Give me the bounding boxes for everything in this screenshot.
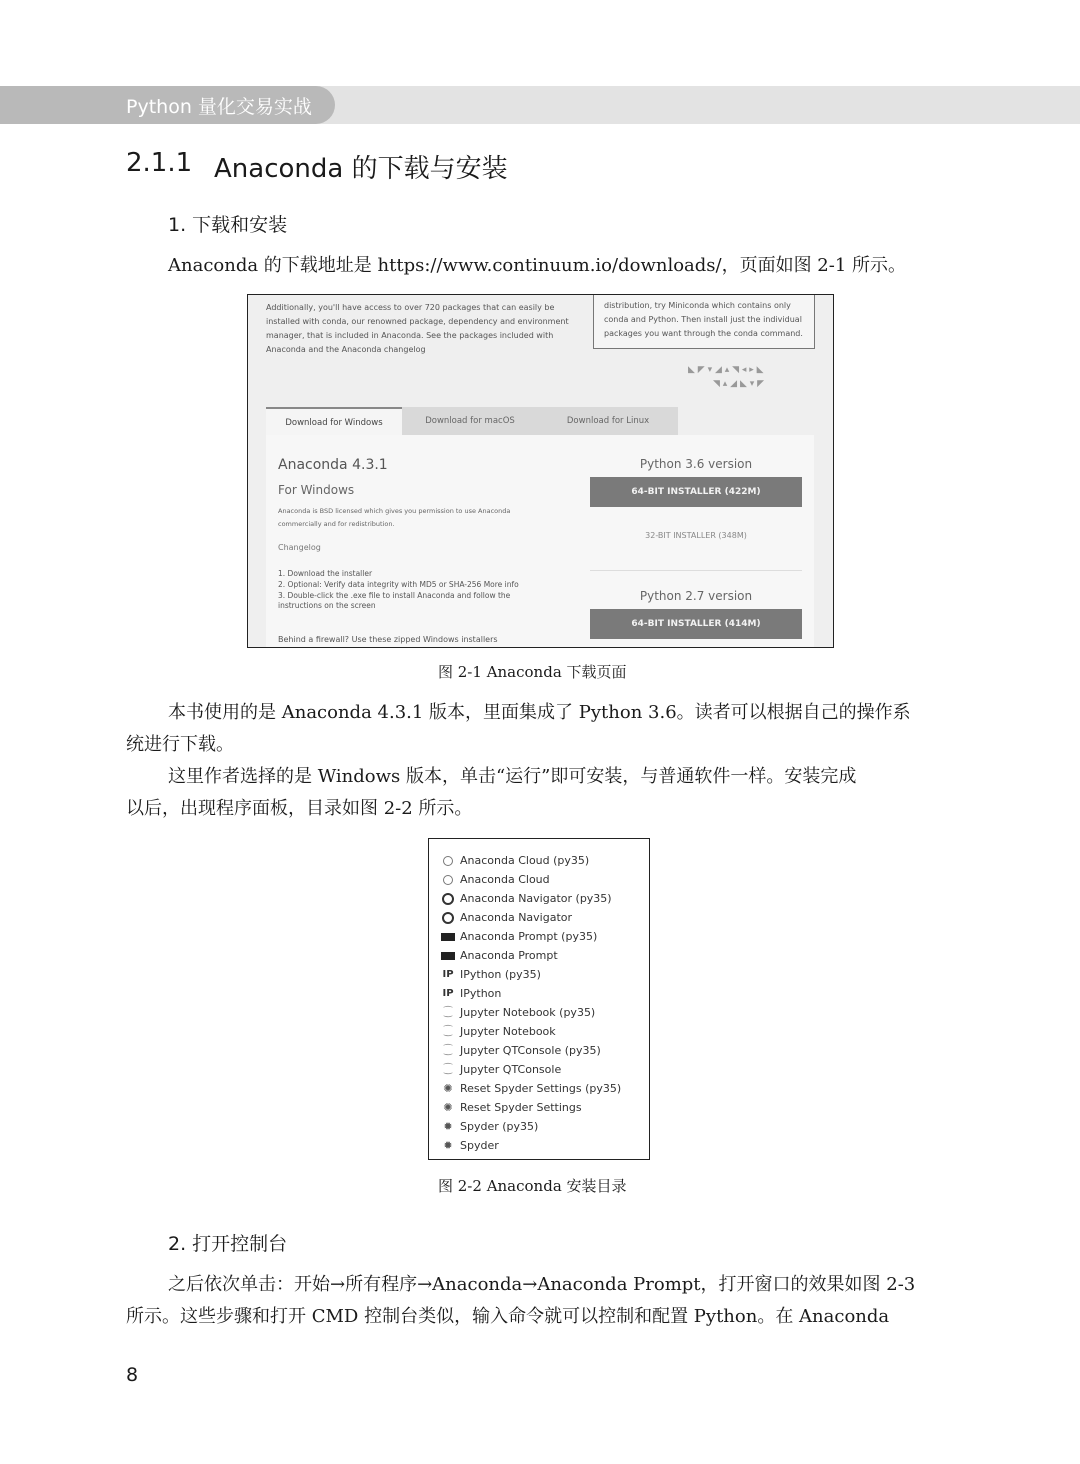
menu-item-label: IPython (py35): [460, 968, 541, 981]
figure-anaconda-download-page: [247, 294, 834, 648]
py27-64bit-installer-button[interactable]: 64-BIT INSTALLER (414M): [590, 609, 802, 639]
menu-item[interactable]: [441, 1136, 499, 1155]
py36-64bit-installer-button[interactable]: 64-BIT INSTALLER (422M): [590, 477, 802, 507]
section-number: 2.1.1: [126, 148, 193, 178]
menu-item[interactable]: [441, 946, 558, 965]
tab-download-macos[interactable]: Download for macOS: [425, 416, 515, 426]
paragraph-install-line1: 这里作者选择的是 Windows 版本，单击“运行”即可安装，与普通软件一样。安装完成: [168, 766, 857, 787]
miniconda-note: distribution, try Miniconda which contains only conda and Python. Then install just the individual packages you want through the conda command.: [593, 295, 815, 349]
menu-item[interactable]: [441, 1098, 582, 1117]
menu-item[interactable]: [441, 1041, 601, 1060]
anaconda-version: Anaconda 4.3.1: [278, 457, 388, 473]
jupyter-icon: ⁐: [443, 1045, 453, 1056]
spyder-icon: ✹: [443, 1120, 453, 1133]
menu-item-label: Anaconda Navigator: [460, 911, 573, 924]
install-step: 1. Download the installer: [278, 569, 373, 578]
python36-version-label: Python 3.6 version: [639, 457, 753, 471]
changelog-link[interactable]: Changelog: [278, 543, 321, 552]
subsection-heading-console: 2. 打开控制台: [168, 1233, 288, 1255]
jupyter-icon: ⁐: [443, 1026, 453, 1037]
tab-download-linux[interactable]: Download for Linux: [566, 416, 650, 426]
tab-download-windows[interactable]: Download for Windows: [266, 407, 402, 435]
menu-item[interactable]: [441, 1060, 561, 1079]
paragraph-install-line2: 以后，出现程序面板，目录如图 2-2 所示。: [126, 798, 473, 819]
install-steps: [278, 569, 548, 612]
menu-item[interactable]: [441, 1079, 621, 1098]
python27-version-label: Python 2.7 version: [639, 589, 753, 603]
menu-item-label: IPython: [460, 987, 502, 1000]
divider: [590, 570, 802, 571]
menu-item-label: Jupyter Notebook (py35): [460, 1006, 596, 1019]
paragraph-version-line2: 统进行下载。: [126, 734, 234, 755]
menu-item-label: Spyder (py35): [460, 1120, 539, 1133]
menu-item[interactable]: [441, 1117, 538, 1136]
prompt-icon: [441, 933, 455, 941]
menu-item[interactable]: [441, 870, 550, 889]
menu-item[interactable]: [441, 984, 501, 1003]
figure1-caption: 图 2-1 Anaconda 下载页面: [438, 663, 627, 681]
menu-item-label: Anaconda Cloud (py35): [460, 854, 590, 867]
jupyter-icon: ⁐: [443, 1007, 453, 1018]
paragraph-console-line1: 之后依次单击：开始→所有程序→Anaconda→Anaconda Prompt，打开窗口的效果如图 2-3: [168, 1274, 916, 1295]
running-header-title: Python 量化交易实战: [126, 96, 312, 118]
decorative-triangles-2: ◥ ▴ ◢ ◣ ▾ ◤: [713, 379, 765, 389]
menu-item-label: Reset Spyder Settings: [460, 1101, 582, 1114]
prompt-icon: [441, 952, 455, 960]
install-step: 3. Double-click the .exe file to install Anaconda and follow the instructions on the screen: [278, 591, 511, 610]
menu-item-label: Anaconda Prompt: [460, 949, 558, 962]
decorative-triangles: ◣ ◤ ▾ ◢ ▴ ◥ ◂ ▸ ◣: [688, 365, 764, 375]
jupyter-icon: ⁐: [443, 1064, 453, 1075]
page-number: 8: [126, 1364, 139, 1386]
subsection-heading-download: 1. 下载和安装: [168, 214, 288, 236]
menu-item[interactable]: [441, 1022, 556, 1041]
menu-item[interactable]: [441, 965, 541, 984]
firewall-note[interactable]: Behind a firewall? Use these zipped Windows installers: [278, 635, 498, 644]
paragraph-version-line1: 本书使用的是 Anaconda 4.3.1 版本，里面集成了 Python 3.6。读者可以根据自己的操作系: [168, 702, 911, 723]
ring-icon: [443, 875, 453, 885]
figure2-caption: 图 2-2 Anaconda 安装目录: [438, 1177, 627, 1195]
paragraph-download-url: Anaconda 的下载地址是 https://www.continuum.io/downloads/，页面如图 2-1 所示。: [168, 255, 907, 276]
menu-item-label: Jupyter Notebook: [460, 1025, 556, 1038]
spyder-reset-icon: ✺: [443, 1082, 453, 1095]
menu-item[interactable]: [441, 927, 597, 946]
license-text: Anaconda is BSD licensed which gives you permission to use Anaconda commercially and for redistribution.: [278, 507, 511, 528]
ipython-icon: IP: [442, 988, 454, 999]
menu-item[interactable]: [441, 889, 612, 908]
menu-item-label: Reset Spyder Settings (py35): [460, 1082, 622, 1095]
menu-item[interactable]: [441, 1003, 595, 1022]
paragraph-console-line2: 所示。这些步骤和打开 CMD 控制台类似，输入命令就可以控制和配置 Python。在 Anaconda: [126, 1306, 890, 1327]
menu-item[interactable]: [441, 851, 589, 870]
menu-item-label: Anaconda Navigator (py35): [460, 892, 612, 905]
navigator-icon: [442, 893, 454, 905]
menu-item[interactable]: [441, 908, 572, 927]
platform-label: For Windows: [278, 483, 355, 497]
download-panel: [266, 435, 814, 647]
section-title: Anaconda 的下载与安装: [214, 154, 508, 184]
ring-icon: [443, 856, 453, 866]
menu-item-label: Anaconda Cloud: [460, 873, 550, 886]
spyder-reset-icon: ✺: [443, 1101, 453, 1114]
menu-item-label: Jupyter QTConsole (py35): [460, 1044, 601, 1057]
install-step: 2. Optional: Verify data integrity with MD5 or SHA-256 More info: [278, 580, 519, 589]
figure-anaconda-install-menu: [428, 838, 650, 1160]
menu-item-label: Jupyter QTConsole: [460, 1063, 562, 1076]
menu-item-label: Anaconda Prompt (py35): [460, 930, 598, 943]
py36-32bit-installer-link[interactable]: 32-BIT INSTALLER (348M): [645, 531, 747, 540]
download-tabs: [266, 407, 678, 435]
navigator-icon: [442, 912, 454, 924]
ipython-icon: IP: [442, 969, 454, 980]
figure-intro-text: Additionally, you'll have access to over 720 packages that can easily be installed with conda, our renowned package, dependency and environment manager, that is included in Anaconda. See the packages included with Anaconda and the Anaconda changelog: [266, 303, 569, 354]
menu-item-label: Spyder: [460, 1139, 499, 1152]
spyder-icon: ✹: [443, 1139, 453, 1152]
